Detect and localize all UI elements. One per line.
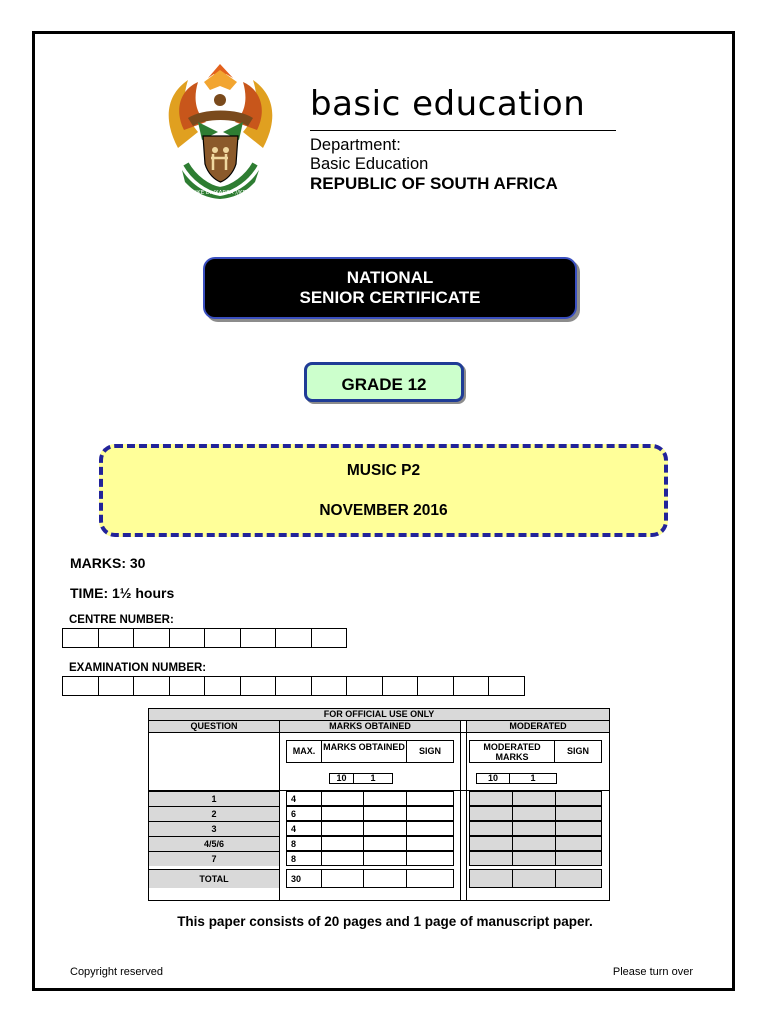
grade-badge: GRADE 12 [304,362,464,402]
moderated-mark-cell[interactable] [469,836,513,851]
moderated-mark-cell[interactable] [555,821,602,836]
moderated-mark-cell[interactable] [469,806,513,821]
max-mark: 6 [286,806,322,821]
mark-cell[interactable] [363,869,407,888]
question-number: 2 [149,806,279,821]
mark-cell[interactable] [406,851,454,866]
mark-cell[interactable] [321,821,364,836]
max-header: MAX. [286,740,322,763]
mod-tens-label: 10 [476,773,510,784]
question-header: QUESTION [149,721,279,732]
digit-box[interactable] [133,628,170,648]
digit-box[interactable] [98,676,135,696]
sign2-header: SIGN [554,740,602,763]
tens-label: 10 [329,773,354,784]
digit-box[interactable] [311,628,348,648]
mark-cell[interactable] [406,791,454,806]
mark-cell[interactable] [321,851,364,866]
moderated-mark-cell[interactable] [512,869,556,888]
brand-title: basic education [310,84,586,124]
crest-motto: !KE E: /XARRA //KE [194,190,247,196]
mark-cell[interactable] [363,791,407,806]
marks-obtained-header: MARKS OBTAINED [280,721,460,732]
moderated-mark-cell[interactable] [512,851,556,866]
question-number: 7 [149,851,279,866]
question-number: 4/5/6 [149,836,279,851]
mark-cell[interactable] [321,869,364,888]
total-max: 30 [286,869,322,888]
moderated-mark-cell[interactable] [469,821,513,836]
question-number: 1 [149,791,279,806]
digit-box[interactable] [62,676,99,696]
digit-box[interactable] [240,628,277,648]
certificate-banner [203,257,577,319]
max-mark: 8 [286,851,322,866]
coat-of-arms-logo [158,60,283,202]
moderated-mark-cell[interactable] [512,836,556,851]
page-count-note: This paper consists of 20 pages and 1 page of manuscript paper. [177,914,593,929]
digit-box[interactable] [346,676,383,696]
digit-box[interactable] [488,676,525,696]
centre-number-boxes[interactable] [62,628,346,648]
digit-box[interactable] [240,676,277,696]
moderated-mark-cell[interactable] [555,791,602,806]
moderated-mark-cell[interactable] [555,836,602,851]
max-mark: 8 [286,836,322,851]
subject-name: MUSIC P2 [346,462,421,479]
question-number: 3 [149,821,279,836]
digit-box[interactable] [169,676,206,696]
moderated-mark-cell[interactable] [555,869,602,888]
mod-ones-label: 1 [509,773,557,784]
footer-copyright: Copyright reserved [70,966,163,978]
marks-obtained-subheader: MARKS OBTAINED [321,740,407,763]
digit-box[interactable] [275,628,312,648]
moderated-mark-cell[interactable] [469,851,513,866]
exam-date: NOVEMBER 2016 [319,502,448,519]
digit-box[interactable] [133,676,170,696]
brand-divider [310,130,616,131]
country-name: REPUBLIC OF SOUTH AFRICA [310,174,558,193]
department-name: Basic Education [310,155,429,173]
moderated-header: MODERATED [467,721,609,732]
footer-turn-over: Please turn over [612,966,693,978]
moderated-mark-cell[interactable] [469,791,513,806]
moderated-mark-cell[interactable] [512,821,556,836]
digit-box[interactable] [453,676,490,696]
moderated-mark-cell[interactable] [555,851,602,866]
total-label: TOTAL [149,869,279,888]
digit-box[interactable] [382,676,419,696]
digit-box[interactable] [311,676,348,696]
mark-cell[interactable] [406,869,454,888]
moderated-mark-cell[interactable] [512,791,556,806]
digit-box[interactable] [417,676,454,696]
moderated-mark-cell[interactable] [555,806,602,821]
centre-number-label: CENTRE NUMBER: [69,614,174,626]
digit-box[interactable] [204,676,241,696]
certificate-line1: NATIONAL [346,268,434,287]
official-title: FOR OFFICIAL USE ONLY [149,709,609,720]
mark-cell[interactable] [363,836,407,851]
moderated-mark-cell[interactable] [512,806,556,821]
subject-panel [99,444,668,537]
mark-cell[interactable] [406,806,454,821]
mark-cell[interactable] [406,821,454,836]
mark-cell[interactable] [406,836,454,851]
digit-box[interactable] [62,628,99,648]
sign-header: SIGN [406,740,454,763]
mark-cell[interactable] [363,851,407,866]
digit-box[interactable] [204,628,241,648]
digit-box[interactable] [98,628,135,648]
mark-cell[interactable] [321,836,364,851]
mark-cell[interactable] [321,806,364,821]
department-line: Department: [310,136,401,154]
mark-cell[interactable] [321,791,364,806]
mark-cell[interactable] [363,821,407,836]
exam-number-label: EXAMINATION NUMBER: [69,662,207,674]
time-label: TIME: 1½ hours [70,585,175,601]
moderated-mark-cell[interactable] [469,869,513,888]
certificate-line2: SENIOR CERTIFICATE [299,288,481,307]
department-block [310,136,558,193]
mark-cell[interactable] [363,806,407,821]
official-use-table [148,708,610,901]
moderated-marks-subheader: MODERATED MARKS [469,740,555,763]
exam-number-boxes[interactable] [62,676,524,696]
max-mark: 4 [286,791,322,806]
digit-box[interactable] [169,628,206,648]
marks-label: MARKS: 30 [70,555,146,571]
ones-label: 1 [353,773,393,784]
max-mark: 4 [286,821,322,836]
digit-box[interactable] [275,676,312,696]
